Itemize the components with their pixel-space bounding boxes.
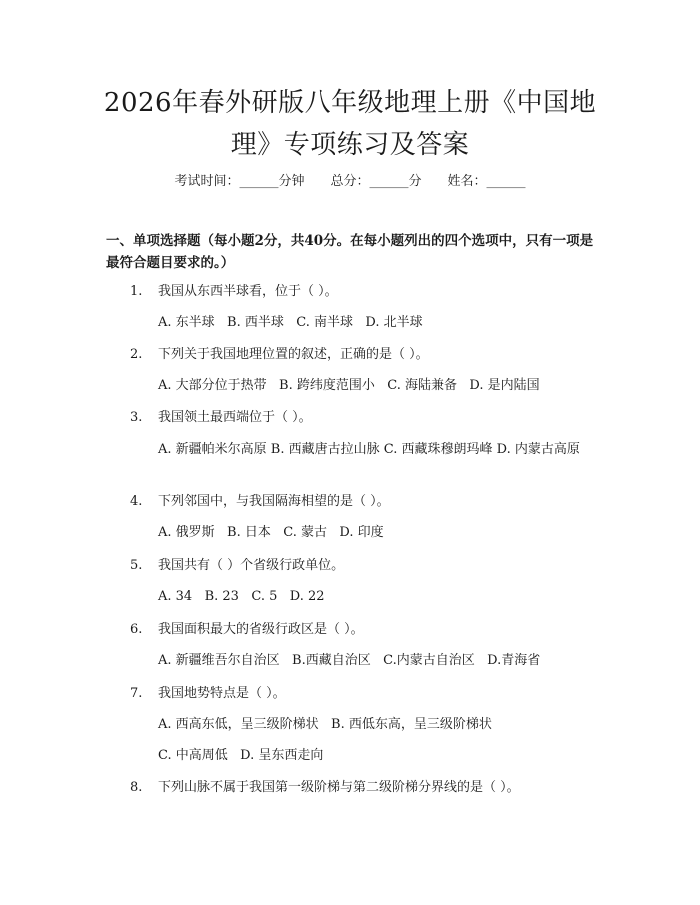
question-number: 5. xyxy=(130,558,143,573)
page-title xyxy=(60,82,640,166)
exam-meta xyxy=(0,170,700,189)
exam-score: 总分：______分 xyxy=(330,174,422,189)
question-stem: 下列邻国中，与我国隔海相望的是（ ）。 xyxy=(158,494,390,509)
question-stem: 我国领土最西端位于（ ）。 xyxy=(158,410,312,425)
question-number: 1. xyxy=(130,284,143,299)
question-number: 6. xyxy=(130,622,143,637)
question-number: 2. xyxy=(130,347,143,362)
question-stem: 下列山脉不属于我国第一级阶梯与第二级阶梯分界线的是（ ）。 xyxy=(158,780,520,795)
question-number: 4. xyxy=(130,494,143,509)
question-stem: 我国从东西半球看，位于（ ）。 xyxy=(158,284,338,299)
exam-time: 考试时间：______分钟 xyxy=(174,174,305,189)
student-name: 姓名：______ xyxy=(447,174,526,189)
question-stem: 我国地势特点是（ ）。 xyxy=(158,686,286,701)
question-number: 3. xyxy=(130,410,143,425)
question-number: 7. xyxy=(130,686,143,701)
question-options: A. 34 B. 23 C. 5 D. 22 xyxy=(158,589,325,604)
question-options-continued: C. 中高周低 D. 呈东西走向 xyxy=(158,748,324,763)
question-options: A. 西高东低，呈三级阶梯状 B. 西低东高，呈三级阶梯状 xyxy=(158,717,492,732)
question-stem: 下列关于我国地理位置的叙述，正确的是（ ）。 xyxy=(158,347,429,362)
question-stem: 我国面积最大的省级行政区是（ ）。 xyxy=(158,622,364,637)
question-stem: 我国共有（ ）个省级行政单位。 xyxy=(158,558,345,573)
title-line-1: 2026年春外研版八年级地理上册《中国地 xyxy=(103,88,597,118)
question-options: A. 俄罗斯 B. 日本 C. 蒙古 D. 印度 xyxy=(158,525,384,540)
question-options: A. 新疆帕米尔高原 B. 西藏唐古拉山脉 C. 西藏珠穆朗玛峰 D. 内蒙古高原 xyxy=(158,442,580,457)
section-heading: 一、单项选择题（每小题2分，共40分。在每小题列出的四个选项中，只有一项是最符合题目要求的。） xyxy=(106,233,594,271)
question-options: A. 新疆维吾尔自治区 B.西藏自治区 C.内蒙古自治区 D.青海省 xyxy=(158,653,541,668)
question-options: A. 大部分位于热带 B. 跨纬度范围小 C. 海陆兼备 D. 是内陆国 xyxy=(158,378,540,393)
question-number: 8. xyxy=(130,780,143,795)
question-options: A. 东半球 B. 西半球 C. 南半球 D. 北半球 xyxy=(158,315,423,330)
title-line-2: 理》专项练习及答案 xyxy=(230,130,470,160)
